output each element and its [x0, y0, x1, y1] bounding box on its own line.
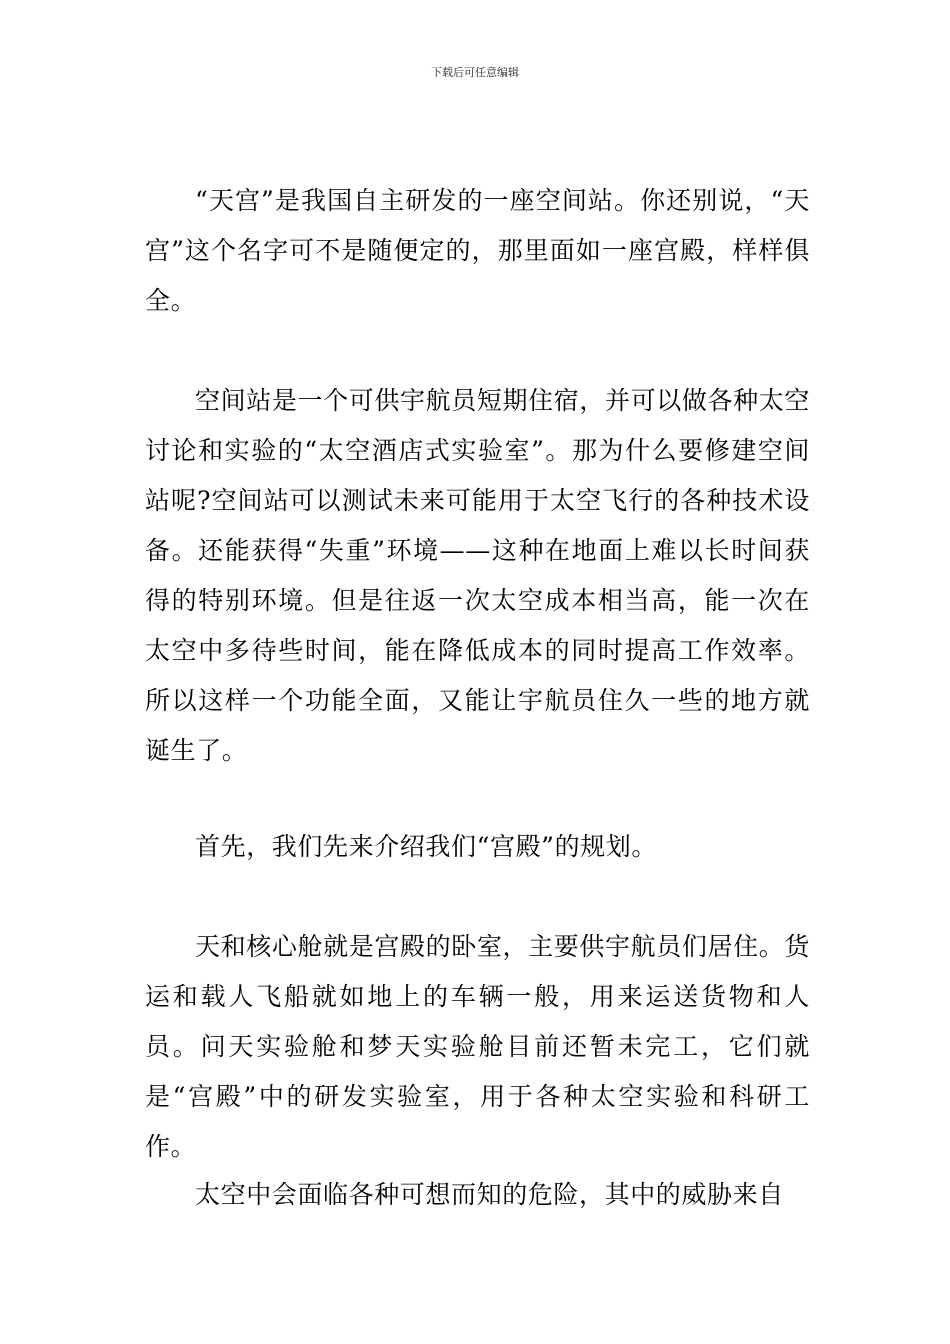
paragraph-tiangong-intro: “天宫”是我国自主研发的一座空间站。你还别说，“天宫”这个名字可不是随便定的，那里面如一座宫殿，样样俱全。: [145, 186, 810, 315]
page-header: 下载后可任意编辑: [431, 66, 519, 79]
paragraph-space-dangers: 太空中会面临各种可想而知的危险，其中的威胁来自: [195, 1180, 784, 1209]
paragraph-space-station-purpose: 空间站是一个可供宇航员短期住宿，并可以做各种太空讨论和实验的“太空酒店式实验室”。那为什么要修建空间站呢?空间站可以测试未来可能用于太空飞行的各种技术设备。还能获得“失重”环境——这种在地面上难以长时间获得的特别环境。但是往返一次太空成本相当高，能一次在太空中多待些时间，能在降低成本的同时提高工作效率。所以这样一个功能全面，又能让宇航员住久一些的地方就诞生了。: [145, 386, 810, 765]
paragraph-layout-intro: 首先，我们先来介绍我们“宫殿”的规划。: [195, 832, 657, 861]
paragraph-modules: 天和核心舱就是宫殿的卧室，主要供宇航员们居住。货运和载人飞船就如地上的车辆一般，用来运送货物和人员。问天实验舱和梦天实验舱目前还暂未完工，它们就是“宫殿”中的研发实验室，用于各种太空实验和科研工作。: [145, 932, 810, 1161]
